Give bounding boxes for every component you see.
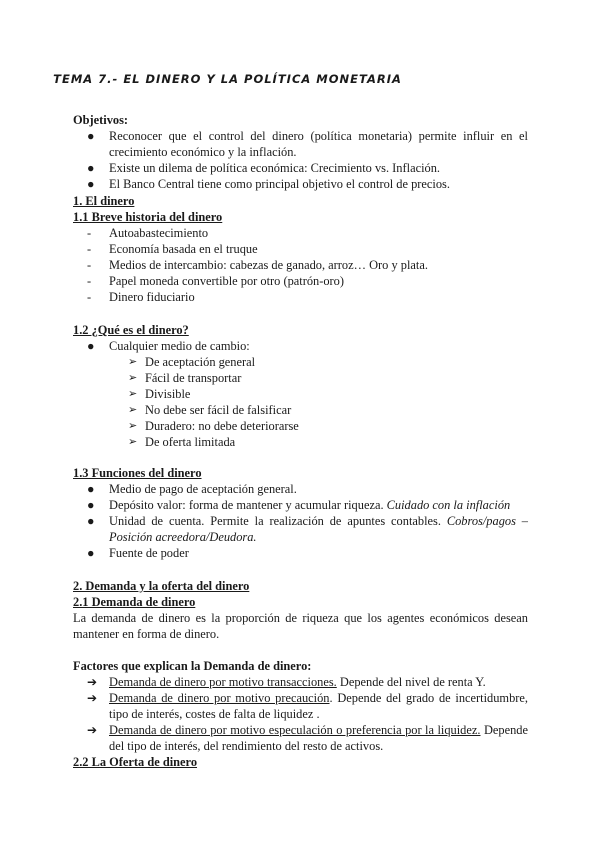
list-item: ➔ Demanda de dinero por motivo precaución. Depende del grado de incertidumbre, tipo de interés, costes de falta de liquidez . [87, 691, 528, 721]
list-item: ➢ No debe ser fácil de falsificar [128, 403, 292, 417]
arrowhead-icon: ➢ [128, 356, 138, 368]
factors-heading: Factores que explican la Demanda de dinero: [73, 659, 312, 673]
list-item: ● Cualquier medio de cambio: [87, 339, 250, 353]
arrowhead-icon: ➢ [128, 420, 138, 432]
subsection-heading: 1.1 Breve historia del dinero [73, 210, 223, 224]
section-2 [73, 578, 528, 642]
subsection-heading: 2.1 Demanda de dinero [73, 595, 196, 609]
bullet-icon: ● [87, 129, 95, 143]
section-heading: 2. Demanda y la oferta del dinero [73, 579, 250, 593]
list-item: ➢ Divisible [128, 387, 191, 401]
page-title: TEMA 7.- EL DINERO Y LA POLÍTICA MONETARIA [53, 72, 402, 86]
arrowhead-icon: ➢ [128, 404, 138, 416]
arrowhead-icon: ➢ [128, 372, 138, 384]
subsection-heading: 1.3 Funciones del dinero [73, 466, 202, 480]
list-item: - Medios de intercambio: cabezas de ganado, arroz… Oro y plata. [87, 258, 428, 272]
subsection-heading: 2.2 La Oferta de dinero [73, 755, 198, 769]
list-item: ➢ De oferta limitada [128, 435, 236, 449]
list-item: ➢ De aceptación general [128, 355, 256, 369]
list-item: ● Existe un dilema de política económica: Crecimiento vs. Inflación. [87, 161, 441, 175]
dash-icon: - [87, 242, 92, 256]
bullet-icon: ● [87, 177, 95, 191]
list-item: ● Unidad de cuenta. Permite la realización de apuntes contables. Cobros/pagos – Posición acreedora/Deudora. [87, 514, 528, 544]
list-item: ➢ Duradero: no debe deteriorarse [128, 419, 299, 433]
section-heading: 1. El dinero [73, 194, 135, 208]
right-arrow-icon: ➔ [87, 675, 98, 689]
list-item: ➔ Demanda de dinero por motivo transacciones. Depende del nivel de renta Y. [87, 675, 486, 689]
section-1 [73, 193, 528, 305]
list-item: ● Reconocer que el control del dinero (política monetaria) permite influir en el crecimiento económico y la inflación. [87, 129, 528, 159]
factors-section [73, 658, 528, 770]
paragraph: La demanda de dinero es la proporción de riqueza que los agentes económicos desean mantener en forma de dinero. [73, 611, 528, 641]
list-item: ● Depósito valor: forma de mantener y acumular riqueza. Cuidado con la inflación [87, 498, 511, 512]
list-item: ● Medio de pago de aceptación general. [87, 482, 297, 496]
bullet-icon: ● [87, 482, 95, 496]
list-item: ● El Banco Central tiene como principal objetivo el control de precios. [87, 177, 450, 191]
right-arrow-icon: ➔ [87, 691, 98, 705]
objectives-section [73, 112, 528, 192]
arrowhead-icon: ➢ [128, 436, 138, 448]
list-item: - Economía basada en el truque [87, 242, 258, 256]
list-item: ➢ Fácil de transportar [128, 371, 242, 385]
list-item: - Dinero fiduciario [87, 290, 195, 304]
list-item: ➔ Demanda de dinero por motivo especulación o preferencia por la liquidez. Depende del tipo de interés, del rendimiento del resto de activos. [87, 723, 528, 753]
arrowhead-icon: ➢ [128, 388, 138, 400]
section-1-3 [73, 465, 528, 561]
dash-icon: - [87, 226, 92, 240]
list-item: - Autoabastecimiento [87, 226, 209, 240]
section-1-2 [73, 322, 528, 450]
bullet-icon: ● [87, 514, 95, 528]
dash-icon: - [87, 290, 92, 304]
dash-icon: - [87, 258, 92, 272]
bullet-icon: ● [87, 546, 95, 560]
dash-icon: - [87, 274, 92, 288]
list-item: - Papel moneda convertible por otro (patrón-oro) [87, 274, 344, 288]
list-item: ● Fuente de poder [87, 546, 189, 560]
bullet-icon: ● [87, 498, 95, 512]
subsection-heading: 1.2 ¿Qué es el dinero? [73, 323, 189, 337]
bullet-icon: ● [87, 339, 95, 353]
objectives-heading: Objetivos: [73, 113, 129, 127]
bullet-icon: ● [87, 161, 95, 175]
right-arrow-icon: ➔ [87, 723, 98, 737]
